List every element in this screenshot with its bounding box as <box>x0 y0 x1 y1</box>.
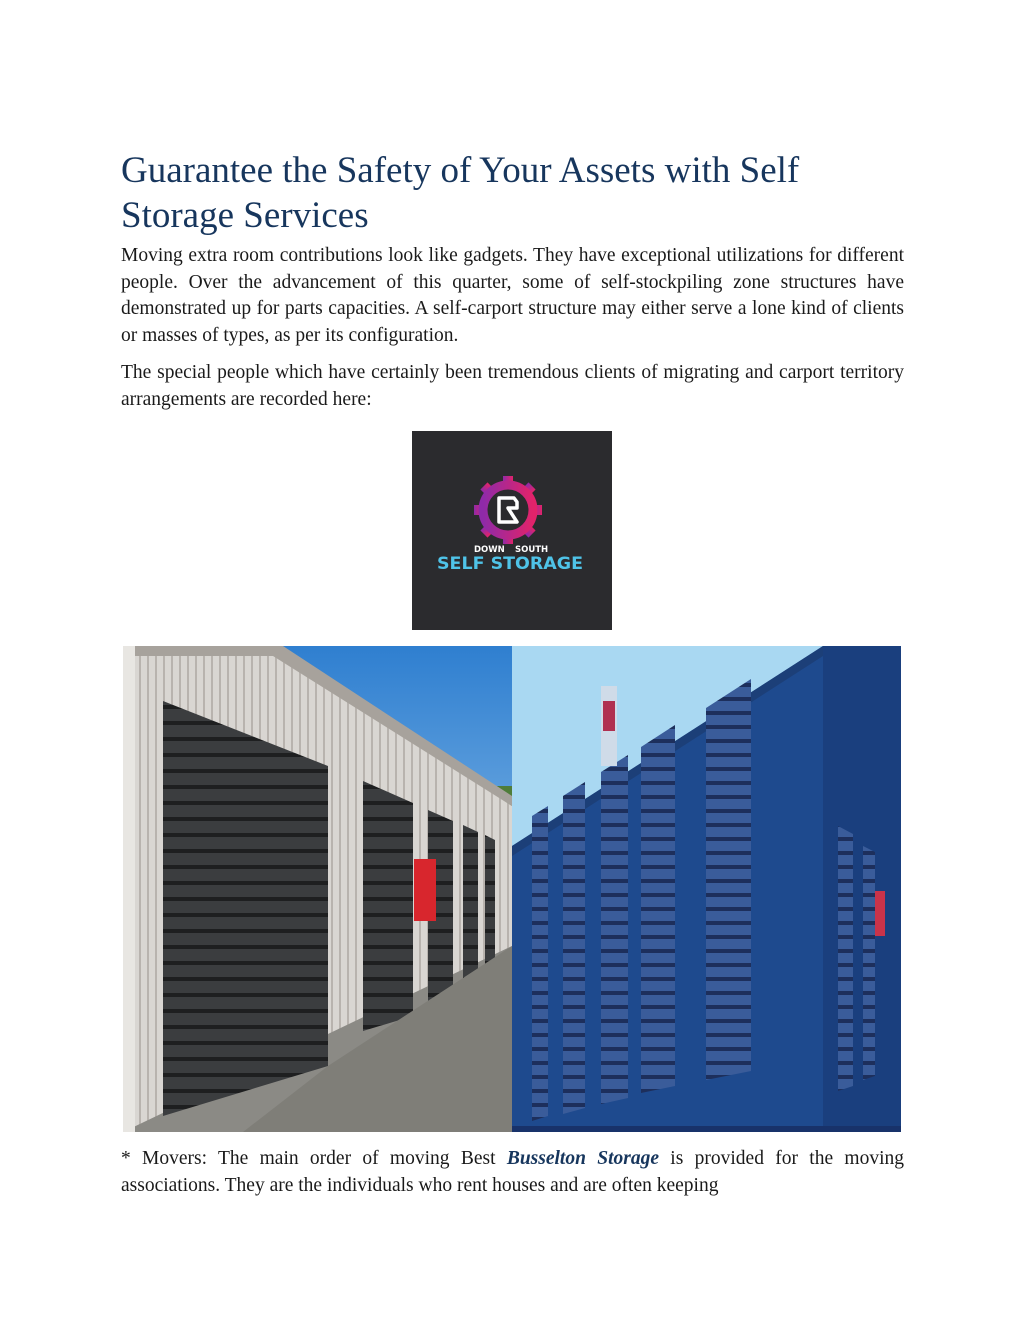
gear-icon <box>474 476 542 544</box>
storage-units-blue-doors-icon <box>512 646 901 1132</box>
down-south-self-storage-logo <box>412 431 612 630</box>
paragraph-movers-rest: is provided for the moving associations. They are the individuals who rent houses and are often keeping <box>121 1148 905 1196</box>
storage-units-grey-doors-icon <box>123 646 512 1132</box>
storage-units-photo <box>123 646 901 1132</box>
logo-self-storage: SELF STORAGE <box>437 554 583 574</box>
article-title: Guarantee the Safety of Your Assets with Self Storage Services <box>121 150 800 236</box>
busselton-storage-link[interactable]: Busselton Storage <box>506 1148 659 1169</box>
paragraph-movers <box>121 1146 904 1199</box>
logo-graphic <box>412 431 612 630</box>
article <box>121 148 904 413</box>
logo-word-south: SOUTH <box>515 545 549 555</box>
storage-units-illustration <box>123 646 901 1132</box>
logo-word-down: DOWN <box>474 545 505 555</box>
paragraph-list-intro: The special people which have certainly been tremendous clients of migrating and carport territory arrangements are recorded here: <box>121 362 904 410</box>
paragraph-intro: Moving extra room contributions look like gadgets. They have exceptional utilizations for different people. Over the advancement of this quarter, some of self-stockpiling zone structures have demonstrated up for parts capacities. A self-carport structure may either serve a lone kind of clients or masses of types, as per its configuration. <box>121 245 904 346</box>
paragraph-movers-lead: * Movers: The main order of moving Best <box>121 1148 507 1169</box>
